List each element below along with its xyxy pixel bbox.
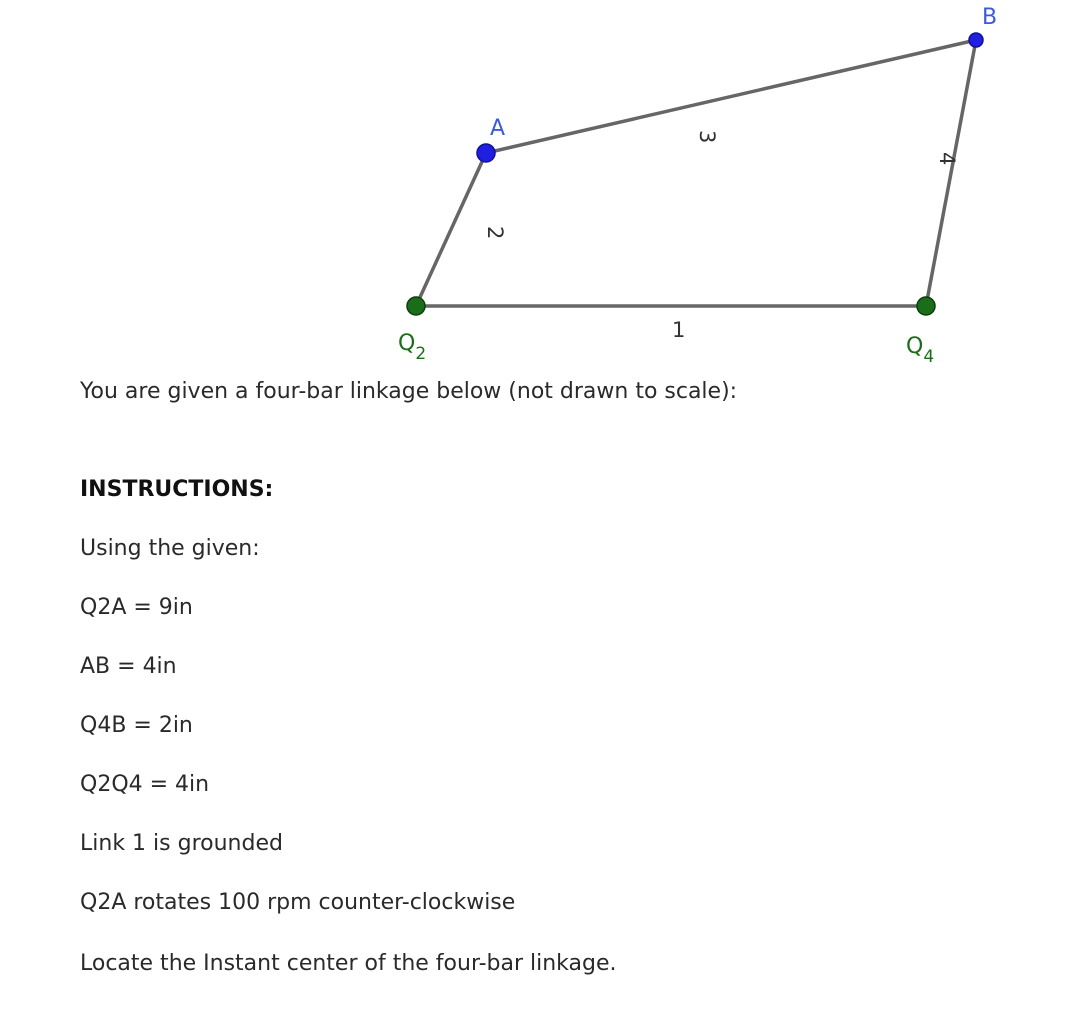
link-label-4: 4 [935, 152, 959, 166]
label-b: B [982, 5, 998, 30]
given-q2q4: Q2Q4 = 4in [80, 772, 210, 797]
grounded-text: Link 1 is grounded [80, 831, 283, 856]
label-q4 [906, 334, 934, 367]
point-q4 [917, 297, 935, 315]
point-a [477, 144, 495, 162]
given-q4b: Q4B = 2in [80, 713, 193, 738]
point-q2 [407, 297, 425, 315]
link-3-coupler [486, 40, 976, 153]
label-a: A [490, 116, 506, 141]
rotation-text: Q2A rotates 100 rpm counter-clockwise [80, 890, 516, 915]
label-q2-subscript: 2 [415, 344, 427, 364]
given-q2a: Q2A = 9in [80, 595, 193, 620]
label-q4-subscript: 4 [923, 347, 935, 367]
point-b [969, 33, 983, 47]
four-bar-linkage-diagram [0, 0, 1080, 380]
label-q2-letter: Q [398, 331, 416, 356]
instructions-heading: INSTRUCTIONS: [80, 477, 274, 502]
using-given-text: Using the given: [80, 536, 260, 561]
link-label-2: 2 [483, 226, 507, 240]
given-ab: AB = 4in [80, 654, 177, 679]
link-label-1: 1 [672, 318, 686, 342]
intro-text: You are given a four-bar linkage below (not drawn to scale): [80, 379, 738, 404]
label-q2 [398, 331, 426, 364]
link-label-3: 3 [695, 130, 719, 144]
link-2-crank [416, 153, 486, 306]
label-q4-letter: Q [906, 334, 924, 359]
link-4-rocker [926, 40, 976, 306]
task-text: Locate the Instant center of the four-bar linkage. [80, 951, 617, 976]
